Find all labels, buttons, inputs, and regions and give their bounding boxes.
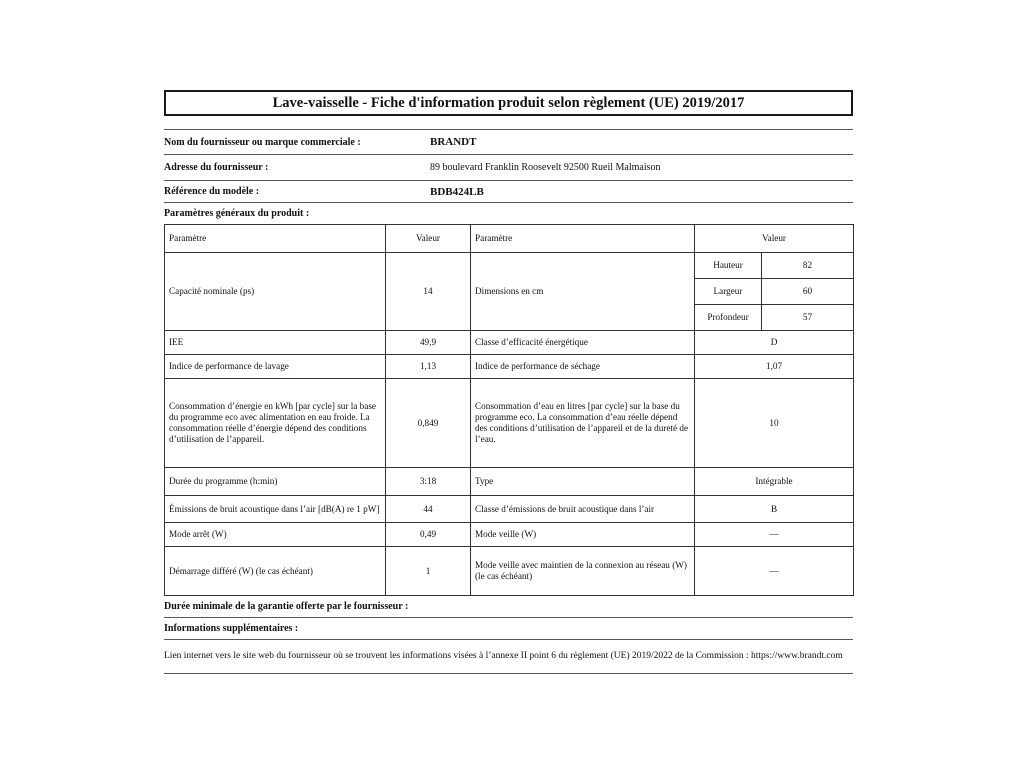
supplier-link-text: Lien internet vers le site web du fournisseur où se trouvent les informations visées à l’annexe II point 6 du règlement (UE) 2019/2022 de la Commission : https://www.brandt.com <box>164 651 843 661</box>
width-value: 60 <box>762 279 854 305</box>
off-mode-label: Mode arrêt (W) <box>165 523 386 547</box>
product-info-sheet <box>164 90 853 674</box>
params-section-label: Paramètres généraux du produit : <box>164 208 310 219</box>
model-reference-value: BDB424LB <box>430 185 484 198</box>
delay-start-label: Démarrage différé (W) (le cas échéant) <box>165 547 386 596</box>
header-value-right: Valeur <box>695 225 854 253</box>
supplier-address-label: Adresse du fournisseur : <box>164 162 269 173</box>
type-value: Intégrable <box>695 468 854 496</box>
capacity-value: 14 <box>386 253 471 331</box>
supplier-address-row <box>164 155 853 181</box>
iee-label: IEE <box>165 331 386 355</box>
model-reference-label: Référence du modèle : <box>164 186 260 197</box>
duration-label: Durée du programme (h:min) <box>165 468 386 496</box>
model-reference-row <box>164 181 853 203</box>
wash-index-value: 1,13 <box>386 355 471 379</box>
table-row <box>165 253 854 279</box>
networked-standby-value: — <box>695 547 854 596</box>
supplier-name-label: Nom du fournisseur ou marque commerciale : <box>164 136 361 148</box>
off-mode-value: 0,49 <box>386 523 471 547</box>
duration-value: 3:18 <box>386 468 471 496</box>
table-header-row <box>165 225 854 253</box>
table-row <box>165 355 854 379</box>
depth-label: Profondeur <box>695 305 762 331</box>
dry-index-value: 1,07 <box>695 355 854 379</box>
delay-start-value: 1 <box>386 547 471 596</box>
energy-consumption-label: Consommation d’énergie en kWh [par cycle] sur la base du programme eco avec alimentation en eau froide. La consommation réelle d’énergie dépend des conditions d’utilisation de l’appareil. <box>165 379 386 468</box>
dry-index-label: Indice de performance de séchage <box>471 355 695 379</box>
table-row <box>165 379 854 468</box>
capacity-label: Capacité nominale (ps) <box>165 253 386 331</box>
water-consumption-value: 10 <box>695 379 854 468</box>
table-row <box>165 468 854 496</box>
width-label: Largeur <box>695 279 762 305</box>
height-value: 82 <box>762 253 854 279</box>
noise-value: 44 <box>386 496 471 523</box>
noise-label: Émissions de bruit acoustique dans l’air [dB(A) re 1 pW] <box>165 496 386 523</box>
supplier-name-value: BRANDT <box>430 136 477 148</box>
type-label: Type <box>471 468 695 496</box>
networked-standby-label: Mode veille avec maintien de la connexion au réseau (W) (le cas échéant) <box>471 547 695 596</box>
wash-index-label: Indice de performance de lavage <box>165 355 386 379</box>
standby-value: — <box>695 523 854 547</box>
additional-info-label: Informations supplémentaires : <box>164 623 299 634</box>
water-consumption-label: Consommation d’eau en litres [par cycle] sur la base du programme eco. La consommation d’eau réelle dépend des conditions d’utilisation de l’appareil et de la dureté de l’eau. <box>471 379 695 468</box>
sheet-title: Lave-vaisselle - Fiche d'information produit selon règlement (UE) 2019/2017 <box>164 90 853 116</box>
energy-consumption-value: 0,849 <box>386 379 471 468</box>
header-param-right: Paramètre <box>471 225 695 253</box>
supplier-name-row <box>164 130 853 155</box>
depth-value: 57 <box>762 305 854 331</box>
table-row <box>165 331 854 355</box>
table-row <box>165 547 854 596</box>
warranty-label: Durée minimale de la garantie offerte par le fournisseur : <box>164 601 409 612</box>
params-table <box>164 224 854 596</box>
energy-class-value: D <box>695 331 854 355</box>
header-value-left: Valeur <box>386 225 471 253</box>
dimensions-label: Dimensions en cm <box>471 253 695 331</box>
standby-label: Mode veille (W) <box>471 523 695 547</box>
noise-class-value: B <box>695 496 854 523</box>
noise-class-label: Classe d’émissions de bruit acoustique dans l’air <box>471 496 695 523</box>
iee-value: 49,9 <box>386 331 471 355</box>
supplier-address-value: 89 boulevard Franklin Roosevelt 92500 Rueil Malmaison <box>430 162 661 173</box>
height-label: Hauteur <box>695 253 762 279</box>
header-param-left: Paramètre <box>165 225 386 253</box>
table-row <box>165 496 854 523</box>
energy-class-label: Classe d’efficacité énergétique <box>471 331 695 355</box>
table-row <box>165 523 854 547</box>
